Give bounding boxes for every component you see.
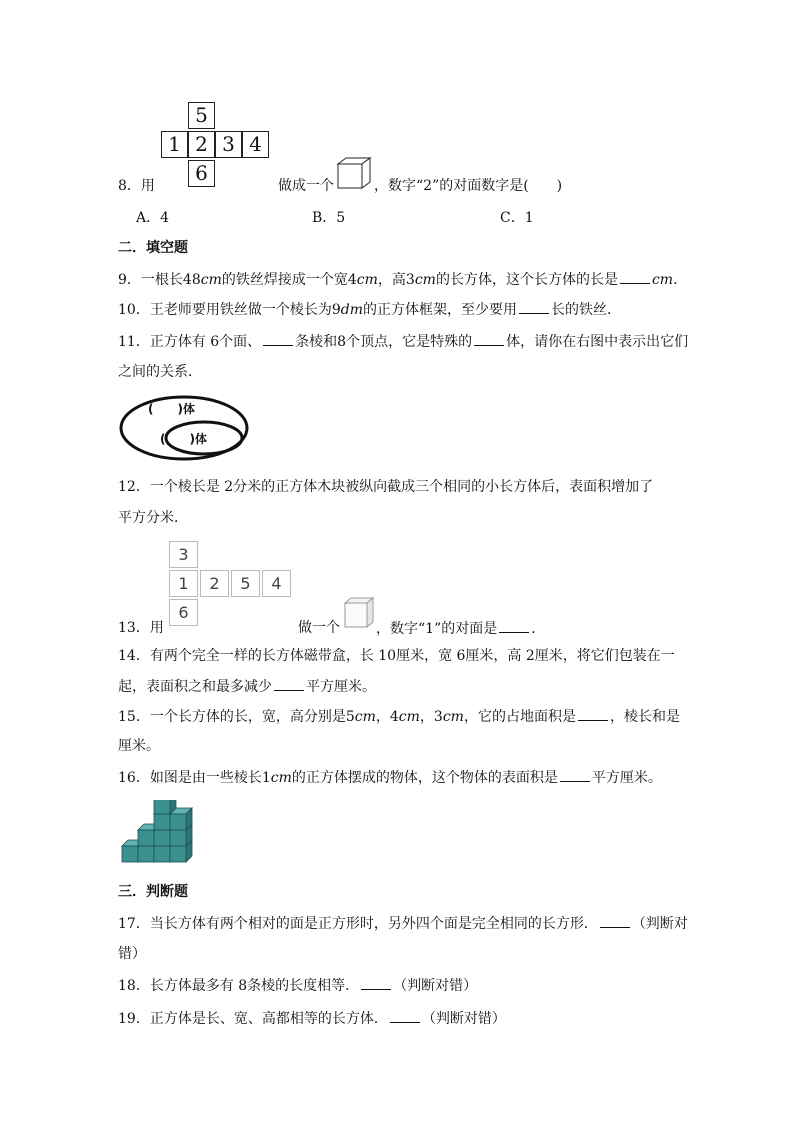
answer-blank[interactable] bbox=[499, 618, 529, 633]
q13-suffix: ，数字“1”的对面是 ． bbox=[376, 618, 545, 639]
q10-text: 10．王老师要用铁丝做一个棱长为9dm的正方体框架，至少要用 长的铁丝． bbox=[118, 299, 621, 320]
q8-suffix: ，数字“2”的对面数字是( ) bbox=[374, 178, 563, 194]
answer-blank[interactable] bbox=[274, 676, 304, 691]
net-cell: 5 bbox=[231, 570, 260, 597]
net-cell: 1 bbox=[161, 131, 188, 158]
q8-option-b: B．5 bbox=[312, 210, 346, 226]
q13-prefix: 13．用 bbox=[118, 620, 164, 636]
net-cell: 4 bbox=[262, 570, 291, 597]
net-cell: 4 bbox=[242, 131, 269, 158]
q17-line1: 17．当长方体有两个相对的面是正方形时，另外四个面是完全相同的长方形． （判断对 bbox=[118, 913, 688, 934]
net-cell: 6 bbox=[188, 160, 215, 187]
q9-text: 9．一根长48cm的铁丝焊接成一个宽4cm，高3cm的长方体，这个长方体的长是 cm． bbox=[118, 269, 687, 290]
q19-text: 19．正方体是长、宽、高都相等的长方体． （判断对错） bbox=[118, 1008, 506, 1029]
venn-outer-label: ( )体 bbox=[148, 402, 195, 416]
q8-mid: 做成一个 bbox=[278, 178, 334, 194]
net-cell: 5 bbox=[188, 102, 215, 129]
net-cell: 2 bbox=[200, 570, 229, 597]
q16-text: 16．如图是由一些棱长1cm的正方体摆成的物体，这个物体的表面积是 平方厘米。 bbox=[118, 767, 662, 788]
net-cell: 1 bbox=[169, 570, 198, 597]
answer-blank[interactable] bbox=[600, 913, 630, 928]
section-title: 二．填空题 bbox=[118, 240, 188, 256]
q18-text: 18．长方体最多有 8条棱的长度相等． （判断对错） bbox=[118, 975, 477, 996]
q8-option-c: C．1 bbox=[500, 210, 534, 226]
q8-option-a: A．4 bbox=[136, 210, 170, 226]
q14-line1: 14．有两个完全一样的长方体磁带盒，长 10厘米，宽 6厘米，高 2厘米，将它们包装在一 bbox=[118, 648, 675, 664]
q17-line2: 错） bbox=[118, 946, 146, 962]
answer-blank[interactable] bbox=[390, 1008, 420, 1023]
cube-block bbox=[170, 808, 192, 830]
answer-blank[interactable] bbox=[361, 975, 391, 990]
answer-blank[interactable] bbox=[263, 331, 293, 346]
q11-line1: 11．正方体有 6个面、 条棱和8个顶点，它是特殊的 体，请你在右图中表示出它们 bbox=[118, 331, 688, 352]
answer-blank[interactable] bbox=[560, 767, 590, 782]
answer-blank[interactable] bbox=[474, 331, 504, 346]
q15-line1: 15．一个长方体的长，宽，高分别是5cm，4cm，3cm，它的占地面积是 ，棱长和是 bbox=[118, 706, 680, 727]
venn-inner-label: ( )体 bbox=[160, 432, 207, 446]
stacked-cubes-figure bbox=[120, 800, 196, 870]
q14-line2: 起，表面积之和最多减少 平方厘米。 bbox=[118, 676, 376, 697]
answer-blank[interactable] bbox=[519, 299, 549, 314]
q15-line2: 厘米。 bbox=[118, 738, 160, 754]
q13-mid: 做一个 bbox=[298, 620, 340, 636]
net-cell: 3 bbox=[169, 541, 198, 568]
net-cell: 3 bbox=[215, 131, 242, 158]
section-title: 三．判断题 bbox=[118, 884, 188, 900]
net-cell: 2 bbox=[188, 131, 215, 158]
answer-blank[interactable] bbox=[578, 706, 608, 721]
cube-icon bbox=[343, 596, 375, 630]
q12-line1: 12．一个棱长是 2分米的正方体木块被纵向截成三个相同的小长方体后，表面积增加了 bbox=[118, 479, 654, 495]
q12-line2: 平方分米． bbox=[118, 510, 188, 526]
q11-line2: 之间的关系． bbox=[118, 364, 202, 380]
q8-text: 8．用 bbox=[118, 178, 155, 194]
cube-icon bbox=[336, 156, 372, 190]
answer-blank[interactable] bbox=[620, 269, 650, 284]
net-cell: 6 bbox=[169, 599, 198, 626]
